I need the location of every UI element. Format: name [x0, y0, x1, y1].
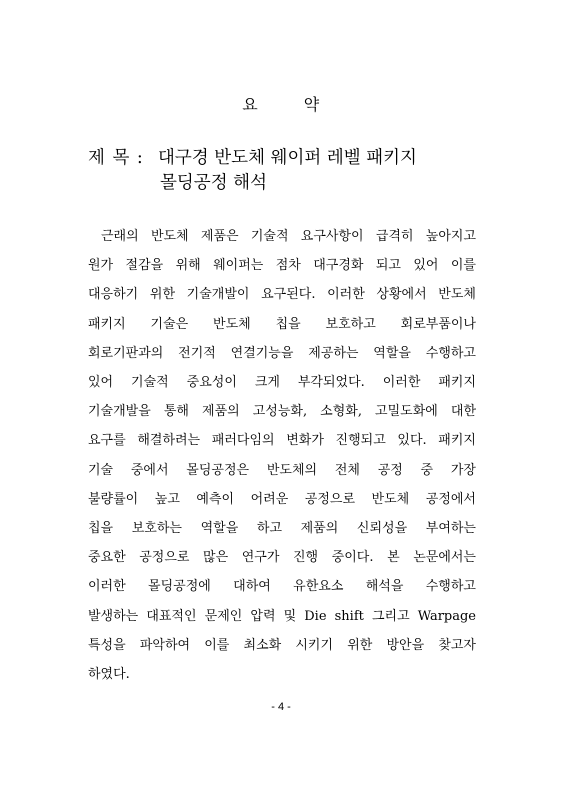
- abstract-line: 근래의 반도체 제품은 기술적 요구사항이 급격히 높아지고: [101, 229, 476, 244]
- abstract-line: 특성을 파악하여 이를 최소화 시키기 위한 방안을 찾고자: [88, 637, 476, 653]
- abstract-line: 원가 절감을 위해 웨이퍼는 점차 대구경화 되고 있어 이를: [88, 258, 476, 274]
- title-line-2: 몰딩공정 해석: [160, 173, 267, 193]
- abstract-body: [88, 222, 476, 689]
- abstract-line: 회로기판과의 전기적 연결기능을 제공하는 역할을 수행하고: [88, 345, 476, 361]
- abstract-line: 기술개발을 통해 제품의 고성능화, 소형화, 고밀도화에 대한: [88, 404, 476, 420]
- abstract-line: 패키지 기술은 반도체 칩을 보호하고 회로부품이나: [88, 316, 476, 332]
- summary-heading: 요 약: [242, 95, 320, 114]
- abstract-line: 중요한 공정으로 많은 연구가 진행 중이다. 본 논문에서는: [88, 550, 476, 566]
- abstract-line: 요구를 해결하려는 패러다임의 변화가 진행되고 있다. 패키지: [88, 433, 476, 449]
- title-row-2: [88, 171, 417, 196]
- abstract-line: 발생하는 대표적인 문제인 압력 및 Die shift 그리고 Warpage: [88, 608, 476, 624]
- abstract-line: 하였다.: [88, 667, 130, 683]
- page-number: - 4 -: [271, 701, 291, 713]
- title-block: [88, 146, 417, 196]
- abstract-line: 이러한 몰딩공정에 대하여 유한요소 해석을 수행하고: [88, 579, 476, 595]
- abstract-line: 불량률이 높고 예측이 어려운 공정으로 반도체 공정에서: [88, 491, 476, 507]
- title-line-1: 대구경 반도체 웨이퍼 레벨 패키지: [158, 148, 417, 168]
- title-label: 제 목 :: [88, 148, 144, 168]
- abstract-line: 있어 기술적 중요성이 크게 부각되었다. 이러한 패키지: [88, 375, 476, 391]
- abstract-line: 기술 중에서 몰딩공정은 반도체의 전체 공정 중 가장: [88, 462, 476, 478]
- title-row-1: [88, 146, 417, 171]
- abstract-line: 대응하기 위한 기술개발이 요구된다. 이러한 상황에서 반도체: [88, 287, 476, 303]
- abstract-line: 칩을 보호하는 역할을 하고 제품의 신뢰성을 부여하는: [88, 521, 476, 537]
